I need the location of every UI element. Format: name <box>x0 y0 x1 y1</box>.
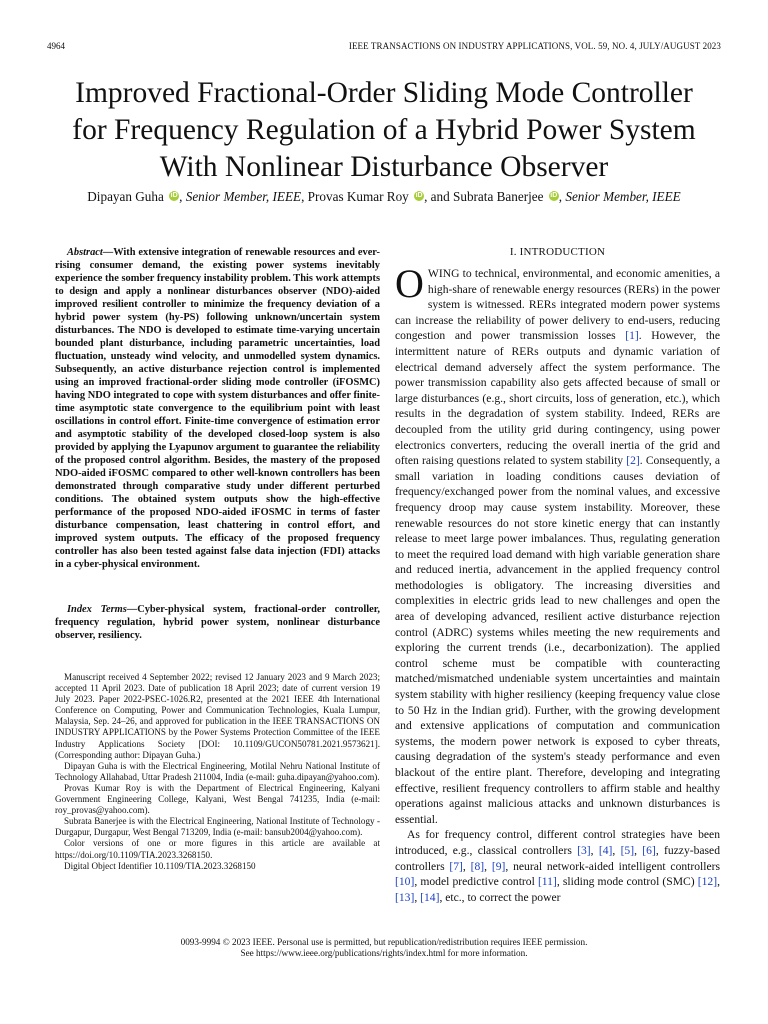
citation-link[interactable]: [3] <box>577 843 591 857</box>
orcid-icon[interactable]: iD <box>550 192 558 199</box>
journal-header: IEEE TRANSACTIONS ON INDUSTRY APPLICATIONS, VOL. 59, NO. 4, JULY/AUGUST 2023 <box>348 41 721 51</box>
citation-link[interactable]: [7] <box>449 859 463 873</box>
copyright-line: 0093-9994 © 2023 IEEE. Personal use is permitted, but republication/redistribution requires IEEE permission. <box>180 937 588 947</box>
citation-link[interactable]: [11] <box>537 875 557 889</box>
paragraph <box>395 261 720 827</box>
page-number: 4964 <box>47 41 65 51</box>
text-run: . Consequently, a small variation in loading conditions causes deviation of frequency/exchanged power from the nominal values, and excessive frequency droop may cause system instability. Moreover, these renewable resources do not store kinetic energy that can instantly release to meet large power imbalances. Thus, regulating generation to meet the required load demand with high variable generation share and reduced inertia, advancement in the applied frequency control methodologies is obligatory. The increasing diversities and complexities in electric grids lead to new challenges and open the area of developing advanced, resilient active disturbance rejection control (ADRC) systems whiles meeting the new requirements and exploring the current trends (i.e., decarbonization). The applied control scheme must be compatible with counteracting matched/mismatched undeniable system uncertainties and maintain system stability with higher resiliency (keeping frequency value close to 50 Hz in the Indian grid). Further, with the growing development and extensive applications of computation and communication systems, the modern power network is exposed to cyber threats, causing degradation of the system's steady performance and even blackout of the entire plant. Therefore, developing and integrating effective, resilient frequency controllers to affirm stable and healthy operations against malicious attacks and unknown disturbances is essential. <box>395 454 720 826</box>
footnotes <box>55 672 380 872</box>
orcid-icon[interactable]: iD <box>170 192 178 199</box>
paper-title <box>20 75 748 186</box>
text-run: , <box>462 859 471 873</box>
footnote: Manuscript received 4 September 2022; revised 12 January 2023 and 9 March 2023; accepted 11 April 2023. Date of publication 18 April 2023; date of current version 19 July 2023. Paper 2022-PSEC-1026.R2, presented at the 2021 IEEE 4th International Conference on Computing, Power and Communication Technologies, Kuala Lumpur, Malaysia, Sep. 24–26, and approved for publication in the IEEE TRANSACTIONS ON INDUSTRY APPLICATIONS by the Power Systems Protection Committee of the IEEE Industry Applications Society [DOI: 10.1109/GUCON50781.2021.9573621]. (Corresponding author: Dipayan Guha.) <box>55 672 380 760</box>
index-terms-label: Index Terms <box>67 604 127 615</box>
drop-cap: O <box>395 261 424 306</box>
text-run: , <box>590 843 599 857</box>
abstract-label: Abstract <box>67 247 103 258</box>
author-role: Senior Member, IEEE <box>565 189 681 204</box>
author-separator: , and <box>424 189 454 204</box>
title-line: With Nonlinear Disturbance Observer <box>159 151 609 183</box>
footnote: Dipayan Guha is with the Electrical Engineering, Motilal Nehru National Institute of Technology Allahabad, Uttar Pradesh 211004, India (e-mail: guha.dipayan@yahoo.com). <box>55 760 380 782</box>
text-run: , etc., to correct the power <box>439 890 561 904</box>
abstract: Abstract—With extensive integration of renewable resources and ever-rising consumer demand, the existing power systems inevitably experience the somber frequency instability problem. This work attempts to design and apply a nonlinear disturbances observer (NDO)-aided improved resilient controller to minimize the frequency deviation of a hybrid power system (hy-PS) following unknown/uncertain system disturbances. The NDO is developed to estimate time-varying uncertain bounded plant disturbance, including parametric uncertainties, load fluctuation, unsteady wind velocity, and unmodelled system dynamics. Subsequently, an active disturbance rejection control is implemented using an improved fractional-order sliding mode controller (iFOSMC) having NDO integrated to cope with system disturbances and offer finite-time asymptotic state convergence to the equilibrium point with least oscillations in control effort. Finite-time convergence of estimation error and asymptotic stability of the developed closed-loop system is also provided by applying the Lyapunov argument to guarantee the reliability of the proposed control algorithm. Besides, the mastery of the proposed NDO-aided iFOSMC compared to other well-known controllers has been demonstrated through comparative study under different perturbed conditions. The obtained system outputs show the high-effective performance of the proposed NDO-aided iFOSMC in terms of faster disturbance compensation, least chattering in control effort, and improved system outputs. The efficacy of the proposed frequency controller has also been tested against false data injection (FDI) attacks in a cyber-physical environment. <box>55 247 380 570</box>
footnote: Digital Object Identifier 10.1109/TIA.2023.3268150 <box>64 860 256 871</box>
citation-link[interactable]: [4] <box>598 843 613 857</box>
author-name: Dipayan Guha <box>87 189 164 204</box>
citation-link[interactable]: [6] <box>642 843 656 857</box>
author-name: Subrata Banerjee <box>453 189 544 204</box>
text-run: , <box>634 843 643 857</box>
citation-link[interactable]: [8] <box>470 859 485 873</box>
abstract-text: With extensive integration of renewable resources and ever-rising consumer demand, the existing power systems inevitably experience the somber frequency instability problem. This work attempts to design and apply a nonlinear disturbances observer (NDO)-aided improved resilient controller to minimize the frequency deviation of a hybrid power system (hy-PS) following unknown/uncertain system disturbances. The NDO is developed to estimate time-varying uncertain bounded plant disturbance, including parametric uncertainties, load fluctuation, unsteady wind velocity, and unmodelled system dynamics. Subsequently, an active disturbance rejection control is implemented using an improved fractional-order sliding mode controller (iFOSMC) having NDO integrated to cope with system disturbances and offer finite-time asymptotic state convergence to the equilibrium point with least oscillations in control effort. Finite-time convergence of estimation error and asymptotic stability of the developed closed-loop system is also provided by applying the Lyapunov argument to guarantee the reliability of the proposed control algorithm. Besides, the mastery of the proposed NDO-aided iFOSMC compared to other well-known controllers has been demonstrated through comparative study under different perturbed conditions. The obtained system outputs show the high-effective performance of the proposed NDO-aided iFOSMC in terms of faster disturbance compensation, least chattering in control effort, and improved system outputs. The efficacy of the proposed frequency controller has also been tested against false data injection (FDI) attacks in a cyber-physical environment. <box>55 247 380 570</box>
text-run: , sliding mode control (SMC) <box>556 875 698 889</box>
paragraph <box>395 827 720 905</box>
text-run: , <box>717 875 720 889</box>
text-run: , <box>612 843 621 857</box>
citation-link[interactable]: [1] <box>625 329 639 343</box>
index-terms: Index Terms—Cyber-physical system, fractional-order controller, frequency regulation, hybrid power system, nonlinear disturbance observer, resiliency. <box>55 604 380 641</box>
section-heading: I. INTRODUCTION <box>509 246 606 258</box>
text-run: As for frequency control, different control strategies have been introduced, e.g., classical controllers <box>395 828 720 857</box>
title-line: for Frequency Regulation of a Hybrid Power System <box>72 114 696 146</box>
footnote: Subrata Banerjee is with the Electrical Engineering, National Institute of Technology -Durgapur, Durgapur, West Bengal 713209, India (e-mail: bansub2004@yahoo.com). <box>55 816 380 838</box>
text-run: , neural network-aided intelligent controllers <box>505 859 721 873</box>
citation-link[interactable]: [13] <box>395 890 415 904</box>
citation-link[interactable]: [14] <box>420 890 440 904</box>
index-terms-text: Cyber-physical system, fractional-order controller, frequency regulation, hybrid power system, nonlinear disturbance observer, resiliency. <box>55 604 380 641</box>
citation-link[interactable]: [2] <box>626 454 640 468</box>
author-role: Senior Member, IEEE <box>185 189 302 204</box>
title-line: Improved Fractional-Order Sliding Mode Controller <box>75 77 693 109</box>
text-run: WING to technical, environmental, and economic amenities, a high-share of renewable energy resources (RERs) in the power system is witnessed. RERs integrated modern power systems can increase the reliability of power delivery to end-users, reducing congestion and power transmission losses <box>395 267 720 343</box>
orcid-icon[interactable]: iD <box>415 192 423 199</box>
author-list: Dipayan Guha iD , Senior Member, IEEE, Provas Kumar Roy iD , and Subrata Banerjee iD , Senior Member, IEEE <box>87 189 681 204</box>
author-name: Provas Kumar Roy <box>307 189 409 204</box>
text-run: , <box>414 890 421 904</box>
footnote: Provas Kumar Roy is with the Department of Electrical Engineering, Kalyani Government Engineering College, Kalyani, West Bengal 741235, India (e-mail: roy_provas@yahoo.com). <box>55 782 380 816</box>
text-run: , fuzzy-based controllers <box>395 843 721 873</box>
citation-link[interactable]: [9] <box>491 859 506 873</box>
copyright-notice <box>0 937 768 959</box>
footnote: Color versions of one or more figures in this article are available at https://doi.org/10.1109/TIA.2023.3268150. <box>55 838 380 860</box>
text-run: . However, the intermittent nature of RERs outputs and dynamic variation of electrical demand adversely affect the system performance. The power transmission capability also gets affected because of small or large disturbances (e.g., short circuits, loss of generation, etc.), which results in the degradation of system stability. Indeed, RERs are decoupled from the utility grid during contingency, using power electronics converters, reducing the overall inertia of the grid and often raising questions related to system stability <box>395 329 720 468</box>
text-run: , <box>484 859 492 873</box>
text-run: , model predictive control <box>414 875 538 889</box>
citation-link[interactable]: [12] <box>697 875 718 889</box>
citation-link[interactable]: [10] <box>395 875 415 889</box>
rights-link[interactable]: See https://www.ieee.org/publications/rights/index.html for more information. <box>240 948 528 958</box>
introduction-section <box>395 246 720 905</box>
citation-link[interactable]: [5] <box>620 843 635 857</box>
